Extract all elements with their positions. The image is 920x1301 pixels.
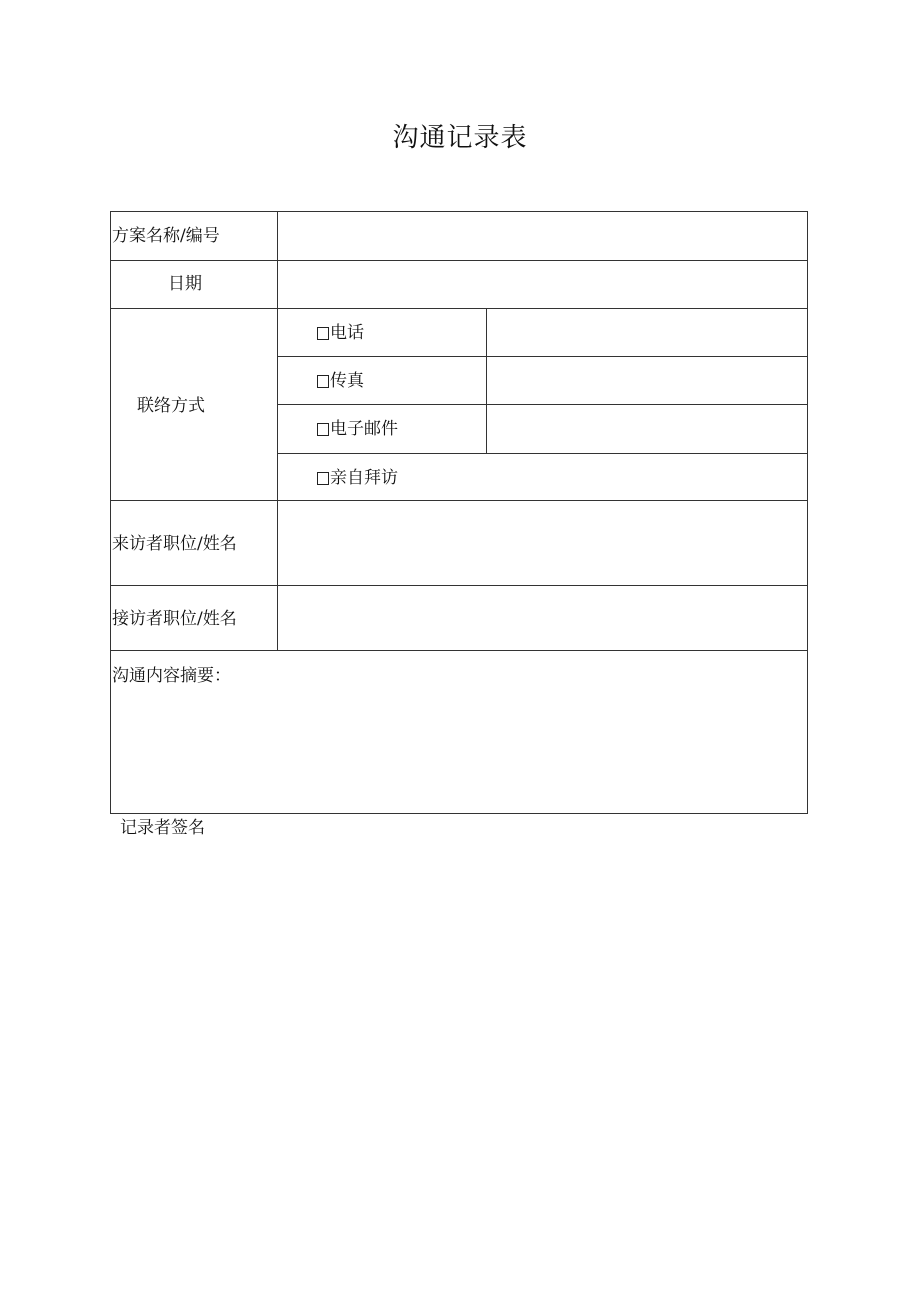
receiver-field[interactable]: [278, 586, 807, 650]
visit-option-label: 亲自拜访: [330, 468, 398, 488]
fax-option[interactable]: [317, 371, 364, 391]
checkbox-icon[interactable]: [317, 423, 329, 436]
checkbox-icon[interactable]: [317, 327, 329, 340]
visit-option[interactable]: [317, 468, 398, 488]
summary-label: 沟通内容摘要：: [112, 666, 231, 686]
checkbox-icon[interactable]: [317, 472, 329, 485]
contact-method-label: 联络方式: [137, 396, 205, 416]
plan-name-label: 方案名称/编号: [112, 226, 220, 246]
visitor-field[interactable]: [278, 501, 807, 585]
page-title: 沟通记录表: [392, 123, 528, 153]
date-label: 日期: [168, 274, 202, 294]
phone-field[interactable]: [487, 309, 807, 356]
checkbox-icon[interactable]: [317, 375, 329, 388]
email-option[interactable]: [317, 419, 398, 439]
fax-field[interactable]: [487, 357, 807, 404]
phone-option-label: 电话: [330, 323, 364, 343]
summary-field[interactable]: [111, 692, 807, 813]
plan-name-field[interactable]: [278, 212, 807, 260]
visitor-label: 来访者职位/姓名: [112, 534, 237, 554]
recorder-signature-label: 记录者签名: [120, 818, 205, 838]
phone-option[interactable]: [317, 323, 364, 343]
communication-record-form: [110, 211, 808, 814]
row-divider: [278, 453, 807, 454]
fax-option-label: 传真: [330, 371, 364, 391]
email-field[interactable]: [487, 405, 807, 453]
date-field[interactable]: [278, 261, 807, 308]
email-option-label: 电子邮件: [330, 419, 398, 439]
row-divider: [111, 650, 807, 651]
receiver-label: 接访者职位/姓名: [112, 609, 237, 629]
